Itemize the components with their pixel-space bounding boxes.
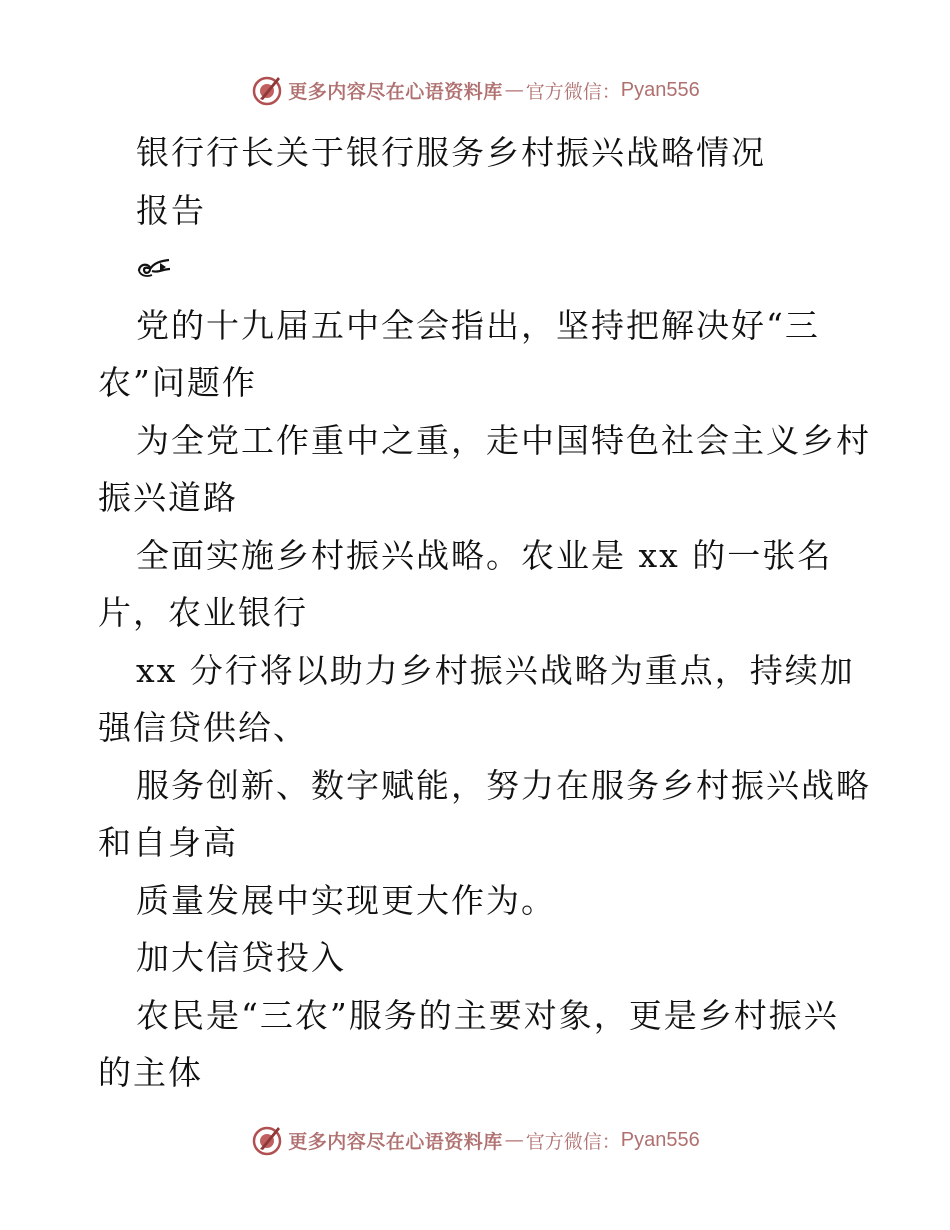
paragraph-line: 农”问题作 (98, 363, 257, 402)
banner-wechat-id: Pyan556 (620, 1128, 700, 1151)
paragraph-line: 强信贷供给、 (98, 708, 308, 747)
quill-logo-icon (250, 1123, 284, 1157)
paragraph-line: 为全党工作重中之重，走中国特色社会主义乡村 (136, 420, 871, 460)
paragraph-line: 和自身高 (98, 823, 238, 862)
flourish-icon (136, 257, 172, 279)
footer-banner (0, 1120, 950, 1160)
paragraph-line: 振兴道路 (98, 478, 238, 517)
paragraph-line: 片，农业银行 (98, 593, 308, 632)
section-heading: 加大信贷投入 (136, 938, 346, 977)
banner-wechat-label: 官方微信： (525, 80, 621, 103)
paragraph-line: 全面实施乡村振兴战略。农业是 xx 的一张名 (136, 535, 833, 575)
quill-logo-icon (250, 73, 284, 107)
banner-brand-text: 更多内容尽在心语资料库 (288, 80, 503, 103)
banner-dash: — (504, 79, 524, 101)
banner-brand-text: 更多内容尽在心语资料库 (288, 1130, 503, 1153)
document-body (98, 124, 871, 1102)
paragraph-line: xx 分行将以助力乡村振兴战略为重点，持续加 (136, 650, 855, 690)
header-banner (0, 70, 950, 110)
paragraph-line: 农民是“三农”服务的主要对象，更是乡村振兴 (136, 995, 839, 1035)
paragraph-line: 的主体 (98, 1053, 203, 1092)
document-title-line-1: 银行行长关于银行服务乡村振兴战略情况 (136, 133, 766, 172)
flourish-ornament-icon (98, 239, 858, 297)
banner-dash: — (504, 1129, 524, 1151)
banner-wechat-label: 官方微信： (525, 1130, 621, 1153)
paragraph-line: 服务创新、数字赋能，努力在服务乡村振兴战略 (136, 765, 871, 805)
paragraph-line: 党的十九届五中全会指出，坚持把解决好“三 (136, 305, 820, 345)
document-title-line-2: 报告 (136, 190, 206, 230)
paragraph-line: 质量发展中实现更大作为。 (136, 880, 556, 920)
banner-wechat-id: Pyan556 (620, 78, 700, 101)
